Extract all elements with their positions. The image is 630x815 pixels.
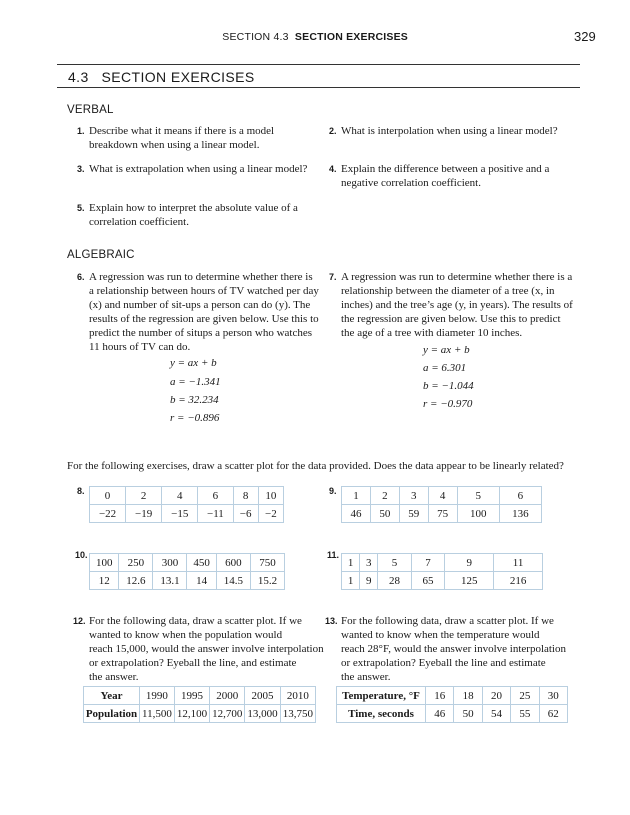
table-cell: 216	[494, 572, 543, 590]
exercise-2-text: What is interpolation when using a linear model?	[341, 125, 558, 137]
table-cell: 54	[482, 705, 510, 723]
table-cell: 14.5	[216, 572, 250, 590]
table-cell: −2	[258, 505, 283, 523]
running-head-section: SECTION 4.3	[222, 31, 289, 43]
table-cell: 9	[360, 572, 378, 590]
exercise-3	[77, 162, 324, 176]
table-8-row-y	[90, 505, 284, 523]
table-cell: 1990	[140, 687, 175, 705]
table-cell: 2010	[280, 687, 315, 705]
ex7-equation-2: a = 6.301	[423, 362, 467, 374]
exercise-13-line: reach 28°F, would the answer involve interpolation	[341, 643, 566, 655]
table-13-row-temperature	[337, 687, 568, 705]
page-number: 329	[574, 29, 596, 44]
table-12-row-population	[84, 705, 316, 723]
table-cell: 62	[539, 705, 567, 723]
exercise-12-line: reach 15,000, would the answer involve interpolation	[89, 643, 324, 655]
table-cell: 8	[233, 487, 258, 505]
table-cell: 18	[454, 687, 482, 705]
table-9-number: 9.	[329, 486, 337, 496]
table-cell: 136	[499, 505, 541, 523]
exercise-7-number: 7.	[329, 272, 337, 282]
table-11-row-x	[342, 554, 543, 572]
table-cell: 100	[90, 554, 119, 572]
table-cell: 125	[445, 572, 494, 590]
table-cell: 55	[511, 705, 539, 723]
exercise-2	[329, 124, 581, 138]
title-rule-top	[57, 64, 580, 65]
exercise-12-line: or extrapolation? Eyeball the line, and estimate	[89, 657, 297, 669]
table-cell: −15	[162, 505, 198, 523]
table-cell: 12	[90, 572, 119, 590]
ex6-equation-4: r = −0.896	[170, 412, 220, 424]
table-cell: 30	[539, 687, 567, 705]
running-head	[0, 31, 408, 43]
table-cell: 1	[342, 487, 371, 505]
table-10-number: 10.	[75, 550, 88, 560]
table-12-row-year	[84, 687, 316, 705]
exercise-1-number: 1.	[77, 126, 85, 136]
table-10-row-y	[90, 572, 285, 590]
exercise-12	[73, 614, 334, 684]
table-8-row-x	[90, 487, 284, 505]
verbal-heading: VERBAL	[67, 104, 114, 116]
table-header-cell: Time, seconds	[337, 705, 426, 723]
table-cell: 300	[153, 554, 187, 572]
table-8	[89, 486, 284, 523]
table-cell: 2	[126, 487, 162, 505]
exercise-13-line: For the following data, draw a scatter plot. If we	[341, 615, 554, 627]
table-cell: 13.1	[153, 572, 187, 590]
table-cell: 6	[499, 487, 541, 505]
table-8-number: 8.	[77, 486, 85, 496]
table-cell: 4	[162, 487, 198, 505]
table-cell: 12.6	[119, 572, 153, 590]
exercise-12-number: 12.	[73, 616, 86, 626]
table-cell: 1	[342, 554, 360, 572]
exercise-13-number: 13.	[325, 616, 338, 626]
table-header-cell: Year	[84, 687, 140, 705]
ex7-equation-4: r = −0.970	[423, 398, 473, 410]
table-cell: −22	[90, 505, 126, 523]
section-title: 4.3 SECTION EXERCISES	[68, 69, 255, 85]
table-cell: 1	[342, 572, 360, 590]
table-cell: 2000	[210, 687, 245, 705]
ex6-equation-3: b = 32.234	[170, 394, 219, 406]
exercise-6	[77, 270, 319, 354]
table-cell: 6	[198, 487, 233, 505]
table-11	[341, 553, 543, 590]
table-cell: 0	[90, 487, 126, 505]
table-cell: −11	[198, 505, 233, 523]
table-cell: 3	[360, 554, 378, 572]
table-12	[83, 686, 316, 723]
exercise-4	[329, 162, 561, 190]
table-9-row-x	[342, 487, 542, 505]
ex7-equation-1: y = ax + b	[423, 344, 470, 356]
table-cell: 3	[399, 487, 428, 505]
table-cell: 15.2	[250, 572, 284, 590]
table-cell: 7	[411, 554, 445, 572]
exercise-12-line: For the following data, draw a scatter plot. If we	[89, 615, 302, 627]
ex7-equation-3: b = −1.044	[423, 380, 474, 392]
exercise-4-number: 4.	[329, 164, 337, 174]
table-11-number: 11.	[327, 550, 340, 560]
table-9	[341, 486, 542, 523]
exercise-3-number: 3.	[77, 164, 85, 174]
scatter-instruction: For the following exercises, draw a scatter plot for the data provided. Does the data appear to be linearly related?	[67, 460, 564, 472]
exercise-5-number: 5.	[77, 203, 85, 213]
table-13-row-time	[337, 705, 568, 723]
table-9-row-y	[342, 505, 542, 523]
exercise-13	[325, 614, 581, 684]
exercise-5-text: Explain how to interpret the absolute value of a correlation coefficient.	[89, 202, 298, 228]
exercise-4-text: Explain the difference between a positive and a negative correlation coefficient.	[341, 163, 550, 189]
table-cell: 46	[342, 505, 371, 523]
table-cell: 46	[426, 705, 454, 723]
table-11-row-y	[342, 572, 543, 590]
exercise-3-text: What is extrapolation when using a linear model?	[89, 163, 308, 175]
title-rule-bottom	[57, 87, 580, 88]
table-cell: 12,100	[174, 705, 209, 723]
table-cell: 2005	[245, 687, 280, 705]
table-cell: 11,500	[140, 705, 175, 723]
exercise-13-line: or extrapolation? Eyeball the line and estimate	[341, 657, 546, 669]
running-head-title: SECTION EXERCISES	[294, 31, 408, 43]
table-cell: 13,000	[245, 705, 280, 723]
algebraic-heading: ALGEBRAIC	[67, 249, 135, 261]
table-cell: 13,750	[280, 705, 315, 723]
table-cell: 28	[378, 572, 412, 590]
table-cell: 25	[511, 687, 539, 705]
table-cell: 14	[187, 572, 216, 590]
table-cell: 59	[399, 505, 428, 523]
ex6-equation-1: y = ax + b	[170, 357, 217, 369]
exercise-1	[77, 124, 314, 152]
table-cell: 9	[445, 554, 494, 572]
table-cell: 750	[250, 554, 284, 572]
table-cell: 5	[378, 554, 412, 572]
exercise-2-number: 2.	[329, 126, 337, 136]
table-10	[89, 553, 285, 590]
table-cell: 11	[494, 554, 543, 572]
table-cell: 12,700	[210, 705, 245, 723]
table-10-row-x	[90, 554, 285, 572]
exercise-6-text: A regression was run to determine whether there is a relationship between hours of TV watched per day (x) and number of sit-ups a person can do (y). The results of the regression are given below. Use this to predict the number of situps a person who watches 11 hours of TV can do.	[89, 271, 319, 353]
table-cell: 600	[216, 554, 250, 572]
exercise-13-line: wanted to know when the temperature would	[341, 629, 540, 641]
table-cell: 2	[370, 487, 399, 505]
table-cell: 450	[187, 554, 216, 572]
table-cell: −19	[126, 505, 162, 523]
table-cell: 50	[370, 505, 399, 523]
table-cell: 75	[428, 505, 457, 523]
exercise-13-line: the answer.	[341, 671, 391, 683]
table-header-cell: Population	[84, 705, 140, 723]
table-cell: 16	[426, 687, 454, 705]
exercise-12-line: wanted to know when the population would	[89, 629, 283, 641]
table-cell: 5	[457, 487, 499, 505]
table-cell: 100	[457, 505, 499, 523]
exercise-12-line: the answer.	[89, 671, 139, 683]
table-header-cell: Temperature, °F	[337, 687, 426, 705]
table-cell: 1995	[174, 687, 209, 705]
table-cell: 4	[428, 487, 457, 505]
ex6-equation-2: a = −1.341	[170, 376, 221, 388]
table-cell: 20	[482, 687, 510, 705]
exercise-7-text: A regression was run to determine whether there is a relationship between the diameter of a tree (x, in inches) and the tree’s age (y, in years). The results of the regression are given below. Use this to predict the age of a tree with diameter 10 inches.	[341, 271, 573, 339]
exercise-6-number: 6.	[77, 272, 85, 282]
exercise-5	[77, 201, 309, 229]
table-cell: −6	[233, 505, 258, 523]
table-cell: 65	[411, 572, 445, 590]
table-13	[336, 686, 568, 723]
table-cell: 10	[258, 487, 283, 505]
exercise-7	[329, 270, 573, 340]
exercise-1-text: Describe what it means if there is a model breakdown when using a linear model.	[89, 125, 275, 151]
table-cell: 250	[119, 554, 153, 572]
table-cell: 50	[454, 705, 482, 723]
